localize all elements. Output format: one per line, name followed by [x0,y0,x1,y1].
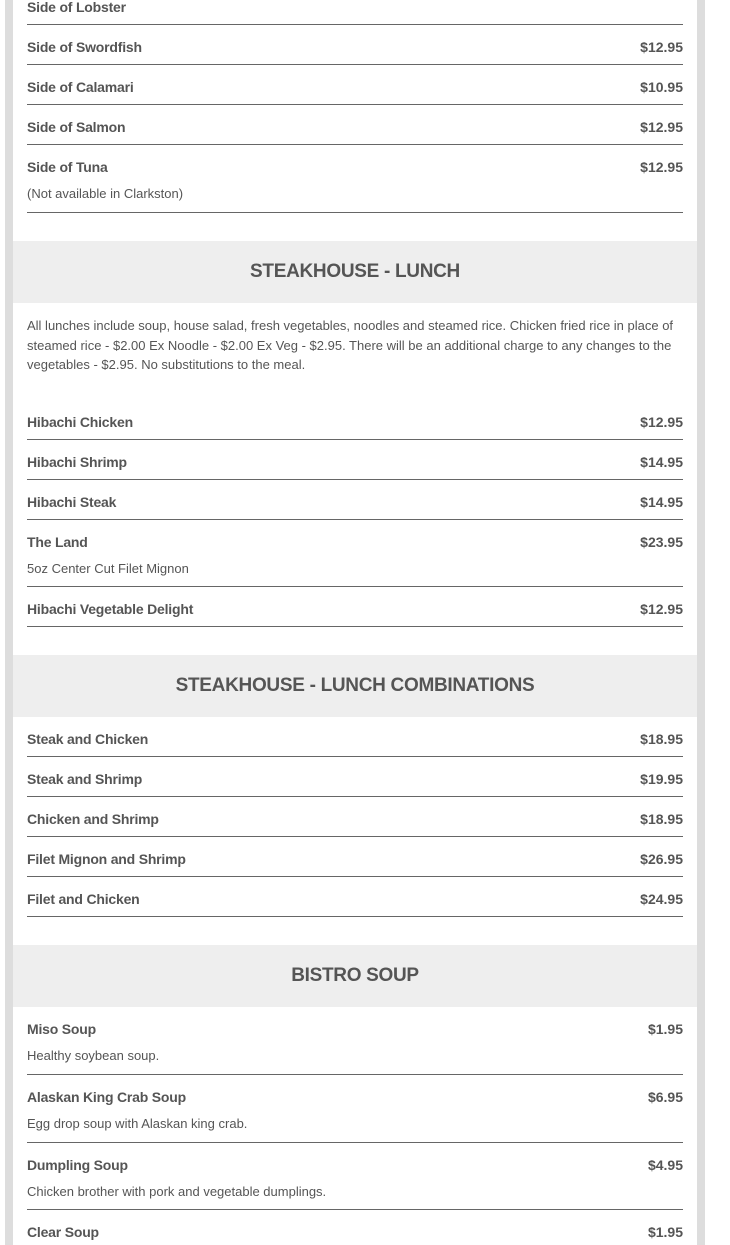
menu-item [27,159,683,213]
item-price: $14.95 [640,494,683,510]
item-name: Hibachi Vegetable Delight [27,601,194,617]
menu-item [27,494,683,520]
menu-item [27,811,683,837]
section-header-bistro-soup [13,945,697,1007]
item-name: Miso Soup [27,1021,96,1037]
menu-item [27,731,683,757]
section-title: BISTRO SOUP [291,965,419,986]
item-price: $12.95 [640,159,683,175]
item-name: Filet and Chicken [27,891,140,907]
menu-panel [13,0,697,1245]
item-price: $12.95 [640,414,683,430]
menu-item [27,39,683,65]
item-name: The Land [27,534,88,550]
item-name: Clear Soup [27,1224,99,1240]
menu-item [27,1021,683,1075]
item-price: $1.95 [647,1021,683,1037]
item-name: Side of Lobster [27,0,126,15]
item-name: Filet Mignon and Shrimp [27,851,186,867]
item-name: Hibachi Shrimp [27,454,127,470]
item-price: $23.95 [640,534,683,550]
item-price: $14.95 [640,454,683,470]
menu-item [27,601,683,627]
menu-item [27,1157,683,1210]
item-name: Side of Tuna [27,159,108,175]
item-price: $18.95 [640,731,683,747]
menu-item [27,454,683,480]
menu-item [27,1224,683,1245]
item-price: $19.95 [640,771,683,787]
menu-item [27,0,683,25]
section-title: STEAKHOUSE - LUNCH COMBINATIONS [175,675,535,696]
item-name: Steak and Shrimp [27,771,143,787]
item-name: Chicken and Shrimp [27,811,159,827]
item-description: Chicken brother with pork and vegetable dumplings. [27,1184,327,1199]
menu-item [27,891,683,917]
item-name: Side of Swordfish [27,39,142,55]
menu-item [27,771,683,797]
item-name: Hibachi Steak [27,494,117,510]
menu-item [27,1089,683,1143]
item-name: Dumpling Soup [27,1157,128,1173]
section-header-steakhouse-lunch [13,241,697,303]
item-description: (Not available in Clarkston) [27,186,184,201]
menu-item [27,534,683,587]
item-price: $26.95 [640,851,683,867]
item-description: Healthy soybean soup. [27,1048,160,1063]
item-price: $12.95 [640,119,683,135]
menu-item [27,414,683,440]
menu-item [27,119,683,145]
item-name: Steak and Chicken [27,731,149,747]
item-name: Hibachi Chicken [27,414,133,430]
section-header-lunch-combinations [13,655,697,717]
item-price: $18.95 [640,811,683,827]
item-name: Alaskan King Crab Soup [27,1089,186,1105]
item-price: $1.95 [647,1224,683,1240]
item-price: $12.95 [640,39,683,55]
item-price: $6.95 [647,1089,683,1105]
item-name: Side of Salmon [27,119,126,135]
item-price: $24.95 [640,891,683,907]
item-price: $12.95 [640,601,683,617]
item-description: 5oz Center Cut Filet Mignon [27,561,189,576]
item-price: $4.95 [647,1157,683,1173]
item-description: Egg drop soup with Alaskan king crab. [27,1116,248,1131]
menu-item [27,79,683,105]
section-title: STEAKHOUSE - LUNCH [250,261,460,282]
item-name: Side of Calamari [27,79,134,95]
item-price: $10.95 [640,79,683,95]
menu-item [27,851,683,877]
section-note: All lunches include soup, house salad, fresh vegetables, noodles and steamed rice. Chicken fried rice in place of steamed rice - $2.00 Ex Noodle - $2.00 Ex Veg - $2.95. There will be an additional charge to any changes to the vegetables - $2.95. No substitutions to the meal. [27,318,674,372]
